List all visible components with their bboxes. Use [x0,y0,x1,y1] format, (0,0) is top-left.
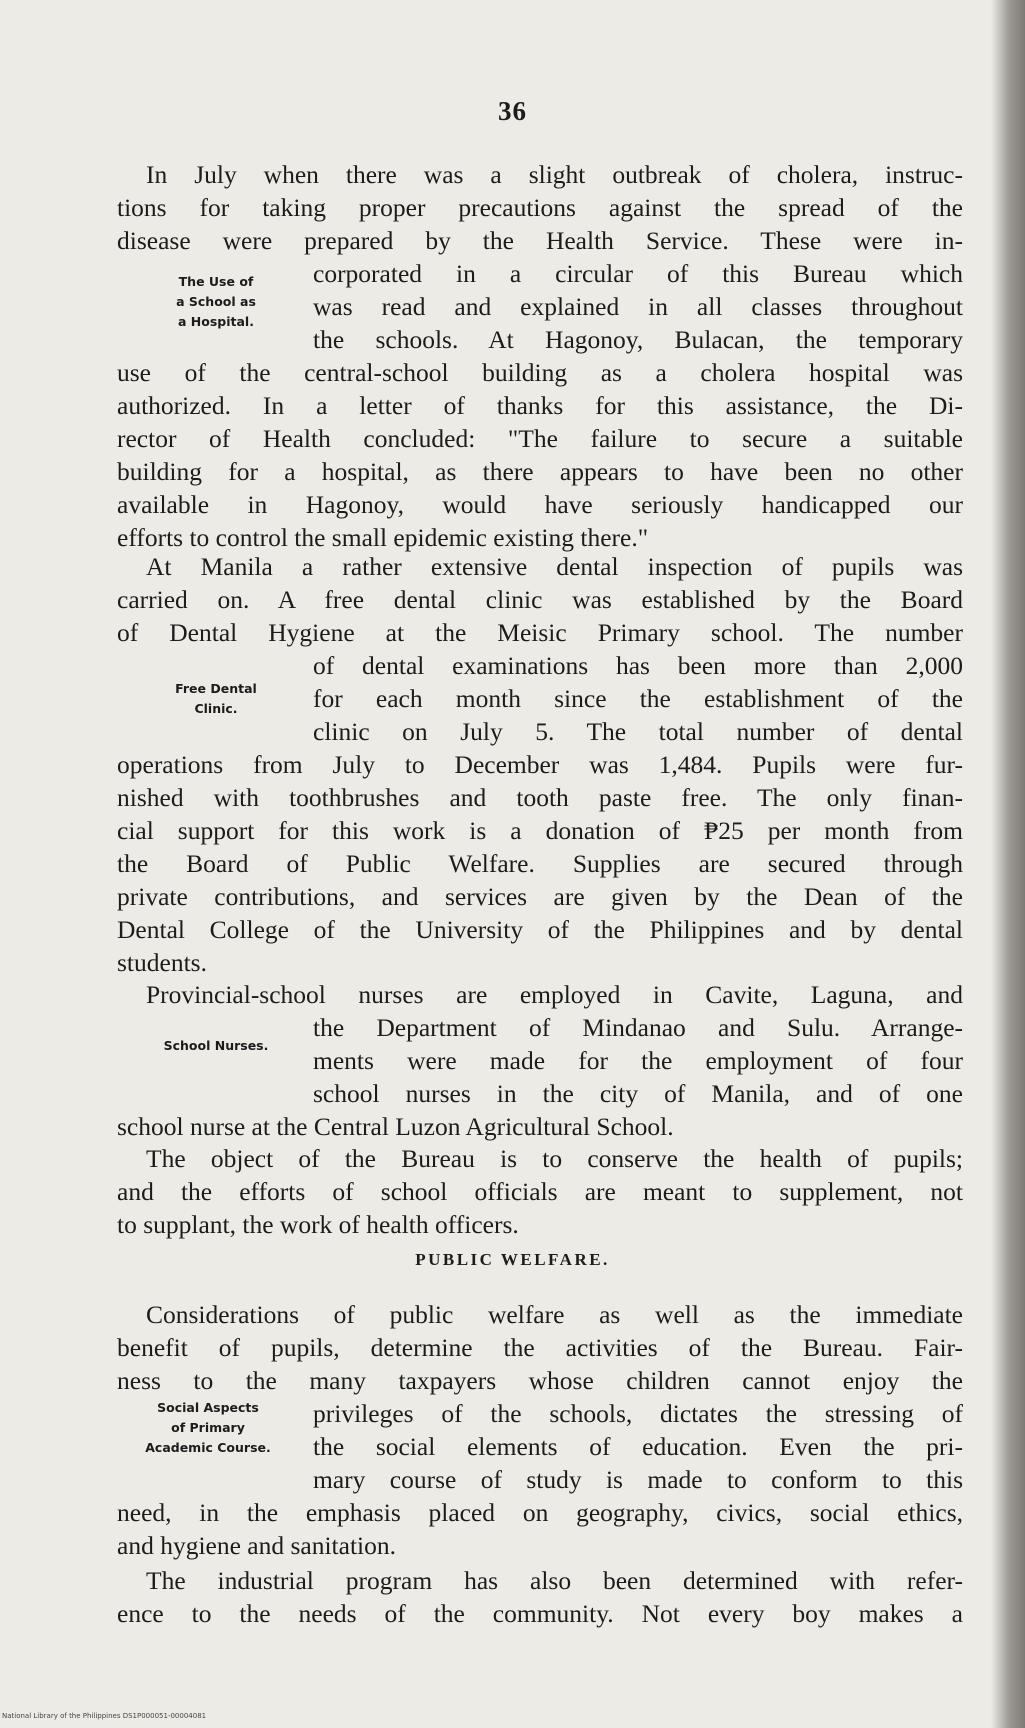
text-line: The object of the Bureau is to conserve the health of pupils; [146,1144,963,1173]
margin-note-line: a Hospital. [178,314,254,329]
library-footer: National Library of the Philippines DS1P000051-00004081 [2,1712,207,1720]
text-line: the Department of Mindanao and Sulu. Arrange- [313,1013,963,1042]
margin-note-line: School Nurses. [163,1038,269,1053]
text-line: need, in the emphasis placed on geography, civics, social ethics, [117,1498,963,1527]
text-line: private contributions, and services are given by the Dean of the [117,882,963,911]
margin-note-social [133,1398,283,1458]
text-line: ence to the needs of the community. Not every boy makes a [117,1599,963,1628]
text-line: operations from July to December was 1,484. Pupils were fur- [117,750,963,779]
margin-note-hospital [146,272,286,332]
text-line: carried on. A free dental clinic was established by the Board [117,585,963,614]
text-line: nished with toothbrushes and tooth paste free. The only finan- [117,783,963,812]
text-line: available in Hagonoy, would have seriously handicapped our [117,490,963,519]
page-edge-shadow [991,0,1025,1728]
text-line: The industrial program has also been determined with refer- [146,1566,963,1595]
text-line: mary course of study is made to conform to this [313,1465,963,1494]
margin-note-line: Free Dental [175,681,257,696]
text-line: and the efforts of school officials are meant to supplement, not [117,1177,963,1206]
text-line: the social elements of education. Even the pri- [313,1432,963,1461]
margin-note-nurses [146,1036,286,1056]
text-line: ments were made for the employment of four [313,1046,963,1075]
text-line: and hygiene and sanitation. [117,1531,397,1560]
text-line: At Manila a rather extensive dental inspection of pupils was [146,552,963,581]
text-line: Considerations of public welfare as well as the immediate [146,1300,963,1329]
page-number: 36 [498,96,527,126]
text-line: Provincial-school nurses are employed in Cavite, Laguna, and [146,980,963,1009]
text-line: In July when there was a slight outbreak of cholera, instruc- [146,160,963,189]
text-line: was read and explained in all classes throughout [313,292,963,321]
text-line: the schools. At Hagonoy, Bulacan, the temporary [313,325,963,354]
text-line: benefit of pupils, determine the activities of the Bureau. Fair- [117,1333,963,1362]
text-line: privileges of the schools, dictates the stressing of [313,1399,963,1428]
text-line: building for a hospital, as there appears to have been no other [117,457,963,486]
text-line: use of the central-school building as a cholera hospital was [117,358,963,387]
margin-note-dental [146,679,286,719]
text-line: school nurses in the city of Manila, and of one [313,1079,963,1108]
margin-note-line: a School as [176,294,256,309]
section-heading: PUBLIC WELFARE. [415,1250,610,1269]
paragraph-object [117,1142,963,1241]
text-line: the Board of Public Welfare. Supplies are secured through [117,849,963,878]
text-line: of dental examinations has been more than 2,000 [313,651,963,680]
text-line: tions for taking proper precautions against the spread of the [117,193,963,222]
text-line: of Dental Hygiene at the Meisic Primary school. The number [117,618,963,647]
paragraph-nurses [117,978,963,1143]
margin-note-line: Academic Course. [145,1440,271,1455]
margin-note-line: of Primary [171,1420,245,1435]
text-line: authorized. In a letter of thanks for this assistance, the Di- [117,391,963,420]
text-line: clinic on July 5. The total number of dental [313,717,963,746]
text-line: rector of Health concluded: "The failure to secure a suitable [117,424,963,453]
text-line: for each month since the establishment of the [313,684,963,713]
text-line: disease were prepared by the Health Service. These were in- [117,226,963,255]
margin-note-line: Social Aspects [157,1400,259,1415]
text-line: ness to the many taxpayers whose children cannot enjoy the [117,1366,963,1395]
paragraph-dental [117,550,963,979]
text-line: corporated in a circular of this Bureau which [313,259,963,288]
text-line: cial support for this work is a donation of ₱25 per month from [117,816,963,845]
text-line: to supplant, the work of health officers. [117,1210,519,1239]
margin-note-line: Clinic. [194,701,238,716]
paragraph-cholera [117,158,963,554]
text-line: students. [117,948,207,977]
margin-note-line: The Use of [178,274,254,289]
text-line: Dental College of the University of the Philippines and by dental [117,915,963,944]
text-line: school nurse at the Central Luzon Agricultural School. [117,1112,674,1141]
text-line: efforts to control the small epidemic existing there." [117,523,649,552]
paragraph-industrial [117,1564,963,1630]
